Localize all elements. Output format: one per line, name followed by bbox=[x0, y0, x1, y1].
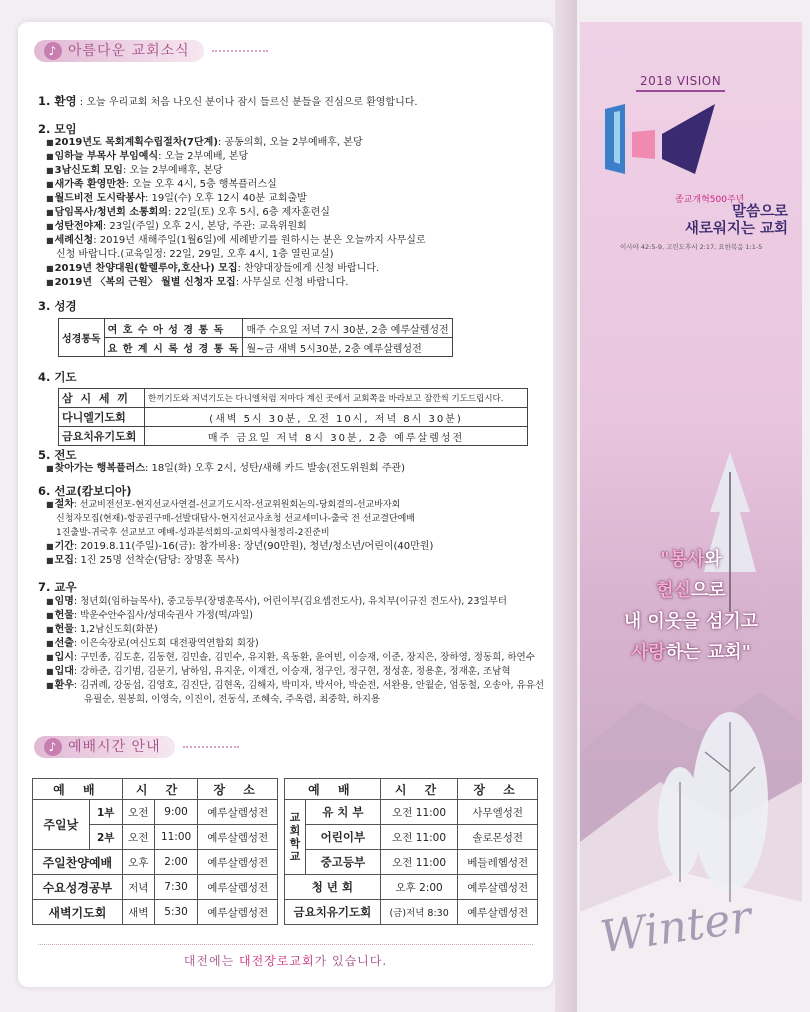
bullet-icon: ■ bbox=[46, 542, 54, 551]
mission-title: 6. 선교(캄보디아) bbox=[38, 484, 132, 498]
service-place: 사무엘성전 bbox=[458, 800, 538, 825]
vision-title: 2018 VISION bbox=[640, 74, 722, 88]
bullet-icon: ■ bbox=[46, 236, 54, 245]
mission-recruit-text: : 1진 25명 선착순(담당: 장명훈 목사) bbox=[73, 555, 240, 566]
fold-stripe bbox=[555, 0, 577, 1012]
bullet-icon: ■ bbox=[46, 653, 54, 662]
member-item-label: 입대 bbox=[54, 666, 74, 677]
meeting-item-title: 새가족 환영만찬 bbox=[54, 179, 126, 190]
service-place: 베들레헴성전 bbox=[458, 850, 538, 875]
news-column bbox=[18, 22, 553, 987]
bullet-icon: ■ bbox=[46, 180, 54, 189]
meeting-item bbox=[56, 248, 334, 262]
service-time: 5:30 bbox=[154, 900, 198, 925]
service-time: 9:00 bbox=[154, 800, 198, 825]
service-time: 오전 11:00 bbox=[380, 800, 458, 825]
cover-panel bbox=[580, 22, 802, 997]
footer-divider bbox=[38, 944, 533, 945]
member-item-label: 환우 bbox=[54, 680, 74, 691]
meeting-item bbox=[46, 150, 248, 164]
service-ampm: 오전 bbox=[122, 825, 154, 850]
member-item-text: : 강하준, 김기범, 김문기, 남하임, 유지운, 이재건, 이승재, 정구인, 정구현, 정성훈, 정용훈, 정재훈, 조남혁 bbox=[73, 666, 511, 677]
worship-header bbox=[34, 736, 175, 758]
welcome-section bbox=[38, 94, 418, 110]
service-time: 오전 11:00 bbox=[380, 825, 458, 850]
member-item-label: 헌물 bbox=[54, 624, 74, 635]
mission-period bbox=[46, 540, 433, 554]
member-item-text: : 박운수안수집사/성대숙권사 가정(떡/과일) bbox=[73, 610, 253, 621]
worship-header-label: 예배시간 안내 bbox=[68, 739, 161, 755]
service-place: 솔로몬성전 bbox=[458, 825, 538, 850]
meeting-item-text: : 공동의회, 오늘 2부예배후, 본당 bbox=[217, 137, 363, 148]
member-item bbox=[46, 665, 511, 679]
sunday-part: 1부 bbox=[89, 800, 122, 825]
bullet-icon: ■ bbox=[46, 556, 54, 565]
meetings-title: 2. 모임 bbox=[38, 122, 77, 136]
footer-church-name: 대전장로교회 bbox=[239, 954, 315, 968]
member-item-text: 유필순, 원봉희, 이영숙, 이진이, 전동식, 조혜숙, 주옥렴, 최중학, 하지용 bbox=[84, 694, 381, 705]
service-time: 2:00 bbox=[154, 850, 198, 875]
footer-post: 가 있습니다. bbox=[314, 954, 388, 968]
reformation-500-label: 종교개혁500주년 bbox=[675, 195, 745, 205]
bible-row-info: 월~금 새벽 5시30분, 2층 예루살렘성전 bbox=[243, 338, 452, 357]
meeting-item-text: : 23일(주일) 오후 2시, 본당, 주관: 교육위원회 bbox=[102, 221, 307, 232]
service-place: 예루살렘성전 bbox=[458, 875, 538, 900]
service-place: 예루살렘성전 bbox=[198, 900, 278, 925]
member-item-text: : 이은숙장로(여신도회 대전광역연합회 회장) bbox=[73, 638, 259, 649]
member-item bbox=[46, 623, 158, 637]
bullet-icon: ■ bbox=[46, 278, 54, 287]
slogan bbox=[640, 204, 788, 238]
sunday-label: 주일낮 bbox=[33, 800, 90, 850]
evangelism-text: : 18일(화) 오후 2시, 성탄/새해 카드 발송(전도위원회 주관) bbox=[144, 463, 406, 474]
winter-script: Winter bbox=[597, 891, 755, 964]
welcome-title: 1. 환영 bbox=[38, 94, 77, 108]
bullet-icon: ■ bbox=[46, 208, 54, 217]
mission-period-label: 기간 bbox=[54, 541, 74, 552]
meeting-item-title: 3남신도회 모임 bbox=[54, 165, 123, 176]
schedule-header-cell: 장 소 bbox=[198, 779, 278, 800]
quote-text: 내 이웃을 섬기고 bbox=[623, 611, 759, 632]
meeting-item-text: : 사무실로 신청 바랍니다. bbox=[235, 277, 349, 288]
meeting-item-title: 월드비전 도시락봉사 bbox=[54, 193, 145, 204]
service-name: 새벽기도회 bbox=[33, 900, 123, 925]
meeting-item-title: 담임목사/청년회 소통회의 bbox=[54, 207, 168, 218]
news-header bbox=[34, 40, 204, 62]
member-item bbox=[46, 609, 253, 623]
evangelism-title: 5. 전도 bbox=[38, 448, 77, 462]
meeting-item bbox=[46, 164, 223, 178]
meeting-item bbox=[46, 206, 330, 220]
meeting-item bbox=[46, 192, 307, 206]
header-dots bbox=[183, 746, 239, 748]
service-name: 수요성경공부 bbox=[33, 875, 123, 900]
service-time: (금)저녁 8:30 bbox=[380, 900, 458, 925]
bullet-icon: ■ bbox=[46, 625, 54, 634]
mission-proc-line: : 선교비전선포-현지선교사연결-선교기도시작-선교위원회논의-당회결의-선교바자회 bbox=[73, 500, 401, 510]
schedule-table-right bbox=[284, 778, 538, 925]
meeting-item-text: : 찬양대장들에게 신청 바랍니다. bbox=[237, 263, 380, 274]
member-item bbox=[46, 679, 544, 693]
meeting-item-text: : 오늘 2부예배후, 본당 bbox=[122, 165, 223, 176]
meeting-item bbox=[46, 262, 379, 276]
member-item-label: 임명 bbox=[54, 596, 74, 607]
schedule-header-cell: 장 소 bbox=[458, 779, 538, 800]
member-item-label: 선출 bbox=[54, 638, 74, 649]
service-name: 중고등부 bbox=[306, 850, 381, 875]
service-place: 예루살렘성전 bbox=[198, 800, 278, 825]
service-place: 예루살렘성전 bbox=[198, 875, 278, 900]
mission-recruit bbox=[46, 554, 239, 568]
bullet-icon: ■ bbox=[46, 639, 54, 648]
service-place: 예루살렘성전 bbox=[198, 825, 278, 850]
header-dots bbox=[212, 50, 268, 52]
service-time: 오전 11:00 bbox=[380, 850, 458, 875]
quote-highlight: 헌신 bbox=[656, 580, 691, 601]
member-item-text: : 김귀례, 강동섭, 김영호, 김진단, 김현옥, 김해자, 박미자, 박서아, 박순전, 서완용, 안월순, 엄동철, 오송아, 유유선 bbox=[73, 680, 545, 691]
member-item-text: : 청년회(임하늘목사), 중고등부(장명훈목사), 어린이부(김요셉전도사), 유치부(이규진 전도사), 23일부터 bbox=[73, 596, 507, 607]
member-item bbox=[84, 693, 380, 707]
prayer-row-name: 삼 시 세 끼 bbox=[59, 389, 145, 408]
meeting-item bbox=[46, 276, 348, 290]
bible-table bbox=[58, 318, 453, 357]
quote-text: 으로 bbox=[691, 580, 726, 601]
prayer-row-info: 한끼기도와 저녁기도는 다니엘처럼 저마다 계신 곳에서 교회쪽을 바라보고 잠깐씩 기도드립시다. bbox=[145, 389, 528, 408]
prayer-row-times: (새벽 5시 30분, 오전 10시, 저녁 8시 30분) bbox=[145, 408, 528, 427]
meeting-item bbox=[46, 136, 363, 150]
prayer-title: 4. 기도 bbox=[38, 370, 77, 384]
bullet-icon: ■ bbox=[46, 152, 54, 161]
bullet-icon: ■ bbox=[46, 222, 54, 231]
meeting-item-title: 2019년 찬양대원(할렐루야,호산나) 모집 bbox=[54, 263, 238, 274]
service-name: 어린이부 bbox=[306, 825, 381, 850]
schedule-header-cell: 시 간 bbox=[380, 779, 458, 800]
meeting-item bbox=[46, 234, 426, 248]
quote-highlight: 사랑 bbox=[631, 642, 666, 663]
schedule-header-cell: 시 간 bbox=[122, 779, 198, 800]
bullet-icon: ■ bbox=[46, 500, 54, 509]
member-item bbox=[46, 637, 259, 651]
sunday-part: 2부 bbox=[89, 825, 122, 850]
music-note-icon: ♪ bbox=[44, 738, 62, 756]
schedule-header-cell: 예 배 bbox=[285, 779, 381, 800]
service-time: 오후 2:00 bbox=[380, 875, 458, 900]
slogan-line: 말씀으로 bbox=[731, 204, 788, 220]
service-place: 예루살렘성전 bbox=[458, 900, 538, 925]
bible-title: 3. 성경 bbox=[38, 299, 77, 313]
meeting-item-title: 2019년도 목회계획수립절차(7단계) bbox=[54, 137, 218, 148]
vision-logo-icon bbox=[600, 104, 720, 184]
member-item-text: : 구민종, 김도훈, 김동현, 김민솔, 김민수, 유지환, 육동환, 윤여빈, 이승재, 이준, 장지은, 장하영, 정동희, 하연수 bbox=[73, 652, 535, 663]
schedule-table-left bbox=[32, 778, 278, 925]
mission-recruit-label: 모집 bbox=[54, 555, 74, 566]
meeting-item-text: : 22일(토) 오후 5시, 6층 제자훈련실 bbox=[167, 207, 330, 218]
meeting-item-text: : 오늘 2부예배, 본당 bbox=[158, 151, 249, 162]
member-item bbox=[46, 595, 507, 609]
service-ampm: 새벽 bbox=[122, 900, 154, 925]
bullet-icon: ■ bbox=[46, 667, 54, 676]
member-item-label: 입시 bbox=[54, 652, 74, 663]
meeting-item bbox=[46, 178, 277, 192]
mission-proc-label: 절차 bbox=[54, 499, 74, 510]
service-ampm: 오후 bbox=[122, 850, 154, 875]
slogan-line: 새로워지는 교회 bbox=[684, 221, 788, 237]
school-label: 교회학교 bbox=[285, 800, 306, 875]
meeting-item-title: 성탄전야제 bbox=[54, 221, 103, 232]
bullet-icon: ■ bbox=[46, 166, 54, 175]
bullet-icon: ■ bbox=[46, 681, 54, 690]
evangelism-item bbox=[46, 462, 405, 476]
service-name: 청 년 회 bbox=[285, 875, 381, 900]
service-time: 7:30 bbox=[154, 875, 198, 900]
mission-proc-line: 신청자모집(현재)-항공권구매-선발대답사-현지선교사초청 선교세미나-출국 전 선교결단예배 bbox=[56, 514, 415, 524]
bible-row-name: 여 호 수 아 성 경 통 독 bbox=[104, 319, 243, 338]
meeting-item-text: 신청 바랍니다.(교육일정: 22일, 29일, 오후 4시, 1층 열린교실) bbox=[56, 249, 334, 260]
service-time: 11:00 bbox=[154, 825, 198, 850]
bible-row-info: 매주 수요일 저녁 7시 30분, 2층 예루살렘성전 bbox=[243, 319, 452, 338]
meeting-item-title: 2019년 〈복의 근원〉 월별 신청자 모집 bbox=[54, 277, 236, 288]
welcome-text: : 오늘 우리교회 처음 나오신 분이나 잠시 들르신 분들을 진심으로 환영합니다. bbox=[79, 97, 418, 108]
quote-text: 하는 교회" bbox=[665, 642, 751, 663]
prayer-table bbox=[58, 388, 528, 446]
bullet-icon: ■ bbox=[46, 611, 54, 620]
bible-verses: 이사야 42:5-9, 고린도후서 2:17, 요한복음 1:1-5 bbox=[620, 243, 763, 251]
evangelism-bold: 찾아가는 행복플러스 bbox=[54, 463, 145, 474]
meeting-item bbox=[46, 220, 307, 234]
meeting-item-title: 세례신청 bbox=[54, 235, 94, 246]
schedule-header-cell: 예 배 bbox=[33, 779, 123, 800]
prayer-row-name: 다니엘기도회 bbox=[59, 408, 145, 427]
mission-period-text: : 2019.8.11(주일)-16(금): 참가비용: 장년(90만원), 청년/청소년/어린이(40만원) bbox=[73, 541, 434, 552]
service-ampm: 오전 bbox=[122, 800, 154, 825]
meeting-item-text: : 오늘 오후 4시, 5층 행복플러스실 bbox=[125, 179, 277, 190]
footer-pre: 대전에는 bbox=[183, 954, 240, 968]
mission-proc-line: 1진출발-귀국후 선교보고 예배-성과분석회의-교회역사철정리-2진준비 bbox=[56, 528, 330, 538]
bullet-icon: ■ bbox=[46, 138, 54, 147]
bullet-icon: ■ bbox=[46, 194, 54, 203]
meeting-item-title: 임하늘 부목사 부임예식 bbox=[54, 151, 159, 162]
prayer-row-name: 금요치유기도회 bbox=[59, 427, 145, 446]
quote-text: 와 bbox=[704, 549, 722, 570]
news-header-label: 아름다운 교회소식 bbox=[68, 43, 190, 59]
mission-proc bbox=[46, 498, 400, 512]
footer-text bbox=[18, 952, 553, 969]
meeting-item-text: : 2019년 새해주일(1월6일)에 세례받기를 원하시는 분은 오늘까지 사무실로 bbox=[93, 235, 426, 246]
service-place: 예루살렘성전 bbox=[198, 850, 278, 875]
members-title: 7. 교우 bbox=[38, 580, 77, 594]
member-item bbox=[46, 651, 535, 665]
member-item-label: 헌물 bbox=[54, 610, 74, 621]
meeting-item-text: : 19일(수) 오후 12시 40분 교회출발 bbox=[144, 193, 307, 204]
bullet-icon: ■ bbox=[46, 464, 54, 473]
bible-row-name: 요 한 계 시 록 성 경 통 독 bbox=[104, 338, 243, 357]
service-name: 주일찬양예배 bbox=[33, 850, 123, 875]
music-note-icon: ♪ bbox=[44, 42, 62, 60]
service-name: 유 치 부 bbox=[306, 800, 381, 825]
prayer-row-info: 매주 금요일 저녁 8시 30분, 2층 예루살렘성전 bbox=[145, 427, 528, 446]
quote-highlight: "봉사 bbox=[660, 549, 705, 570]
bullet-icon: ■ bbox=[46, 264, 54, 273]
service-name: 금요치유기도회 bbox=[285, 900, 381, 925]
bible-label: 성경통독 bbox=[59, 319, 105, 357]
cover-quote bbox=[580, 544, 802, 668]
bullet-icon: ■ bbox=[46, 597, 54, 606]
member-item-text: : 1,2남신도회(화분) bbox=[73, 624, 158, 635]
service-ampm: 저녁 bbox=[122, 875, 154, 900]
